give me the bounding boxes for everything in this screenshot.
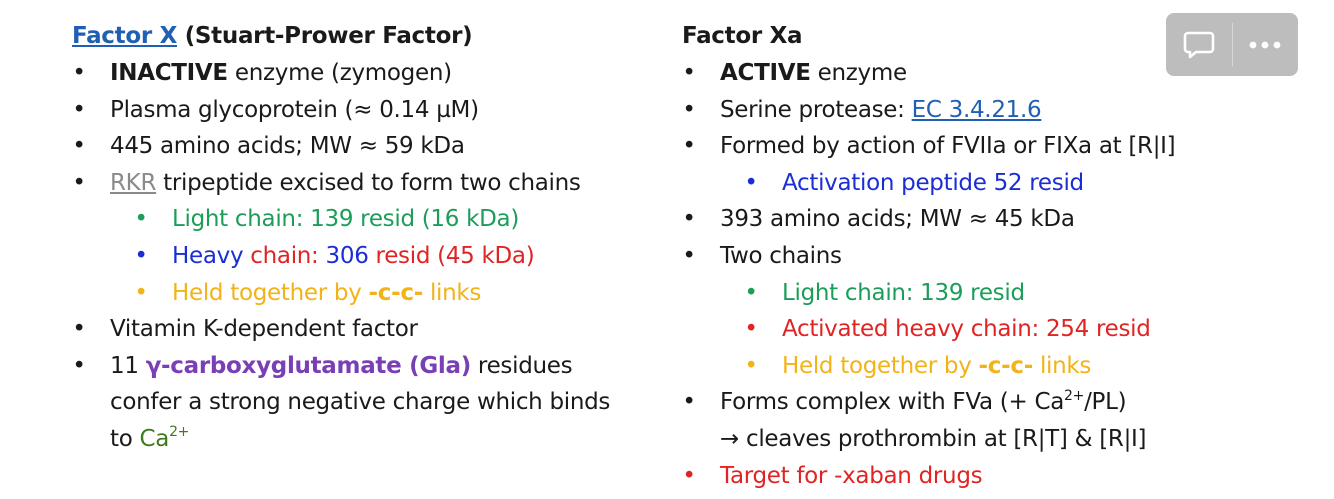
bullet: • [682, 462, 696, 489]
sub-list-item [72, 275, 672, 312]
sub-list-item [682, 348, 1322, 385]
calcium-symbol: Ca [139, 425, 170, 452]
list-item [682, 458, 1322, 495]
held-text: Held together by [172, 279, 369, 306]
plasma-text: Plasma glycoprotein (≈ 0.14 µM) [110, 96, 479, 123]
bullet: • [134, 242, 148, 269]
bullet: • [744, 279, 758, 306]
bullet: • [134, 206, 148, 233]
more-button[interactable] [1233, 13, 1299, 76]
list-item [72, 165, 672, 202]
rkr-text: tripeptide excised to form two chains [156, 169, 581, 196]
inactive-text: enzyme (zymogen) [227, 60, 452, 86]
inactive-label: INACTIVE [110, 60, 228, 86]
gla-count: 11 [110, 352, 146, 379]
list-item [72, 311, 672, 348]
factor-x-title-rest: (Stuart-Prower Factor) [177, 23, 473, 49]
target-text: Target for -xaban drugs [720, 462, 983, 489]
factor-x-column [72, 18, 672, 458]
bullet: • [682, 96, 696, 123]
list-item-continuation [72, 384, 672, 421]
list-item [72, 92, 672, 129]
list-item-continuation [682, 421, 1322, 458]
factor-x-link[interactable]: Factor X [72, 23, 177, 49]
list-item [682, 128, 1322, 165]
gla-line3-pre: to [110, 425, 140, 452]
bullet: • [744, 316, 758, 343]
sub-list-item [682, 165, 1322, 202]
sub-list-item [72, 201, 672, 238]
gla-line2: confer a strong negative charge which binds [110, 389, 611, 416]
vitamin-k-text: Vitamin K-dependent factor [110, 316, 418, 343]
complex-text-post: /PL) [1084, 389, 1127, 416]
bullet: • [682, 389, 696, 416]
list-item [72, 55, 672, 92]
xa-held-links: links [1032, 352, 1092, 379]
cleaves-text: → cleaves prothrombin at [R|T] & [R|I] [720, 425, 1147, 452]
rkr-link[interactable]: RKR [110, 169, 157, 196]
comment-icon [1183, 30, 1215, 60]
held-links: links [422, 279, 482, 306]
list-item [682, 238, 1322, 275]
two-chains-text: Two chains [720, 242, 842, 269]
sub-list-item [682, 275, 1322, 312]
xa-held-text: Held together by [782, 352, 979, 379]
sub-list-item [72, 238, 672, 275]
comment-button[interactable] [1166, 13, 1232, 76]
complex-text-pre: Forms complex with FVa (+ Ca [720, 389, 1065, 416]
activation-text: Activation peptide 52 resid [782, 169, 1084, 196]
bullet: • [72, 169, 86, 196]
heavy-count: 306 [325, 242, 369, 269]
sub-list-item [682, 311, 1322, 348]
active-label: ACTIVE [720, 60, 811, 86]
bullet: • [72, 352, 86, 379]
ec-link[interactable]: EC 3.4.21.6 [911, 96, 1042, 123]
list-item [682, 92, 1322, 129]
list-item [682, 201, 1322, 238]
heavy-resid: resid (45 kDa) [368, 242, 535, 269]
formed-text: Formed by action of FVIIa or FIXa at [R|I] [720, 133, 1176, 160]
xa-held-bonds: -c-c- [978, 352, 1033, 379]
bullet: • [72, 96, 86, 123]
serine-text: Serine protease: [720, 96, 912, 123]
bullet: • [682, 133, 696, 160]
list-item [682, 384, 1322, 421]
xa-heavy-chain-text: Activated heavy chain: 254 resid [782, 316, 1151, 343]
list-item-continuation [72, 421, 672, 458]
calcium-label [140, 426, 190, 452]
bullet: • [682, 60, 696, 86]
complex-charge: 2+ [1064, 387, 1085, 404]
gla-residues: residues [470, 352, 573, 379]
overlay-toolbar [1166, 13, 1298, 76]
bullet: • [744, 352, 758, 379]
light-chain-text: Light chain: 139 resid (16 kDa) [172, 206, 519, 233]
bullet: • [744, 169, 758, 196]
bullet: • [134, 279, 148, 306]
bullet: • [72, 133, 86, 160]
factor-xa-column [682, 18, 1322, 494]
xa-amino-acids-text: 393 amino acids; MW ≈ 45 kDa [720, 206, 1075, 233]
bullet: • [72, 316, 86, 343]
list-item [72, 128, 672, 165]
calcium-charge: 2+ [169, 424, 190, 441]
more-icon [1248, 40, 1282, 50]
xa-light-chain-text: Light chain: 139 resid [782, 279, 1025, 306]
factor-xa-title: Factor Xa [682, 23, 803, 49]
factor-x-title [72, 18, 672, 55]
heavy-word: Heavy [172, 242, 244, 269]
bullet: • [682, 206, 696, 233]
gla-name: γ-carboxyglutamate (Gla) [145, 352, 471, 379]
list-item [72, 348, 672, 385]
bullet: • [72, 60, 86, 86]
bullet: • [682, 242, 696, 269]
active-text: enzyme [810, 60, 907, 86]
amino-acids-text: 445 amino acids; MW ≈ 59 kDa [110, 133, 465, 160]
held-bonds: -c-c- [368, 279, 423, 306]
chain-word: chain: [243, 242, 326, 269]
